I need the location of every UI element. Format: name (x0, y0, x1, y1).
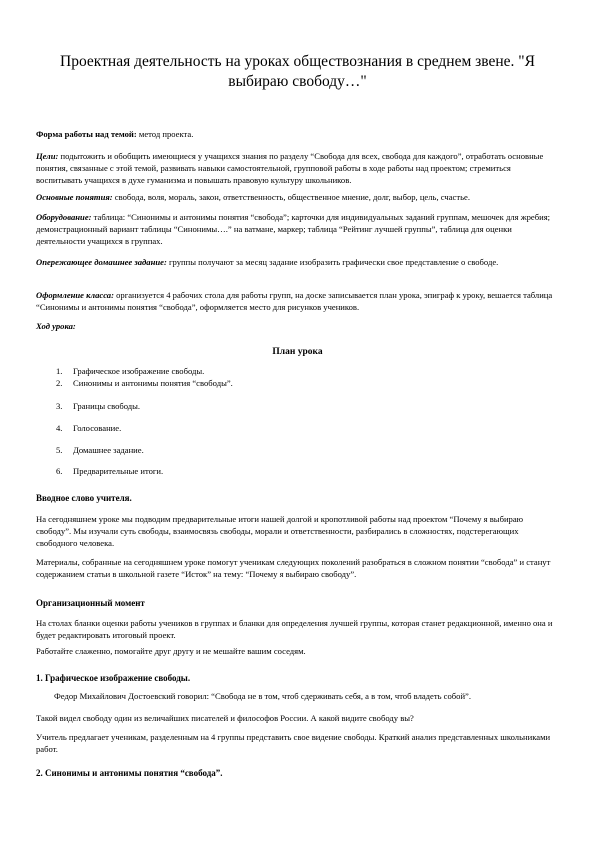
paragraph-part1-1: Такой видел свободу один из величайших писателей и философов России. А какой видите свободу вы? (36, 713, 414, 723)
heading-part2: 2. Синонимы и антонимы понятия “свобода”. (36, 768, 223, 778)
plan-item: 1. Графическое изображение свободы. (56, 366, 205, 376)
heading-org: Организационный момент (36, 598, 145, 608)
plan-item: 6. Предварительные итоги. (56, 466, 164, 476)
label-hod: Ход урока: (36, 321, 76, 331)
plan-item: 5. Домашнее задание. (56, 445, 144, 455)
text-dz: группы получают за месяц задание изобразить графически свое представление о свободе. (166, 257, 499, 267)
paragraph-celi (36, 150, 558, 186)
label-forma: Форма работы над темой: (36, 129, 137, 139)
paragraph-hod (36, 320, 558, 332)
label-dz: Опережающее домашнее задание: (36, 257, 167, 267)
paragraph-org-2: Работайте слаженно, помогайте друг другу и не мешайте вашим соседям. (36, 646, 306, 656)
plan-item: 2. Синонимы и антонимы понятия “свободы”. (56, 378, 233, 388)
label-oborudovanie: Оборудование: (36, 212, 92, 222)
heading-part1: 1. Графическое изображение свободы. (36, 673, 191, 683)
paragraph-oformlenie (36, 289, 558, 313)
paragraph-oborudovanie (36, 211, 558, 247)
paragraph-intro-2: Материалы, собранные на сегодняшнем уроке помогут ученикам следующих поколений разобраться в сложном понятии “свобода” и станут содержанием статьи в школьной газете “Исток” на тему: “Почему я выбираю свободу”. (36, 557, 551, 579)
paragraph-part1-2: Учитель предлагает ученикам, разделенным на 4 группы представить свое видение свободы. Краткий анализ представленных школьниками работ. (36, 732, 551, 754)
text-ponyatiya: свобода, воля, мораль, закон, ответственность, общественное мнение, долг, выбор, цель, счастье. (112, 192, 470, 202)
page-title: Проектная деятельность на уроках обществознания в среднем звене. "Я выбираю свободу…" (60, 53, 535, 90)
plan-item: 4. Голосование. (56, 423, 122, 433)
plan-title: План урока (272, 347, 323, 357)
plan-item: 3. Границы свободы. (56, 401, 141, 411)
quote-dostoevsky: Федор Михайлович Достоевский говорил: “Свобода не в том, чтоб сдерживать себя, а в том, чтоб владеть собой”. (54, 691, 472, 701)
paragraph-dz (36, 256, 558, 268)
text-forma: метод проекта. (136, 129, 194, 139)
text-oborudovanie: таблица: “Синонимы и антонимы понятия “свобода”; карточки для индивидуальных заданий группам, мешочек для жребия; демонстрационный вариант таблицы “Синонимы….” на ватмане, маркер; таблица “Рейтинг лучшей группы”, таблица для оценки деятельности учащихся в группах. (36, 212, 551, 246)
text-celi: подытожить и обобщить имеющиеся у учащихся знания по разделу “Свобода для всех, свобода для каждого”, отработать основные понятия, связанные с этой темой, развивать навыки самостоятельной, групповой работы в ходе работы над проектом; стремиться воспитывать учащихся в духе гуманизма и повышать правовую культуру школьников. (36, 151, 544, 185)
paragraph-org-1: На столах бланки оценки работы учеников в группах и бланки для определения лучшей группы, которая станет редакционной, именно она и будет редактировать итоговый проект. (36, 618, 553, 640)
paragraph-ponyatiya (36, 191, 558, 203)
label-oformlenie: Оформление класса: (36, 290, 114, 300)
paragraph-intro-1: На сегодняшнем уроке мы подводим предварительные итоги нашей долгой и кропотливой работы над проектом “Почему я выбираю свободу”. Мы изучали суть свободы, взаимосвязь свободы, морали и ответственности, разбирались в сложностях, подстерегающих свободного человека. (36, 514, 524, 548)
text-oformlenie: организуется 4 рабочих стола для работы групп, на доске записывается план урока, эпиграф к уроку, вешается таблица “Синонимы и антонимы понятия “свобода”, оформляется место для рисунков учеников. (36, 290, 553, 312)
label-celi: Цели: (36, 151, 59, 161)
label-ponyatiya: Основные понятия: (36, 192, 113, 202)
paragraph-forma (36, 128, 558, 140)
heading-intro: Вводное слово учителя. (36, 493, 132, 503)
